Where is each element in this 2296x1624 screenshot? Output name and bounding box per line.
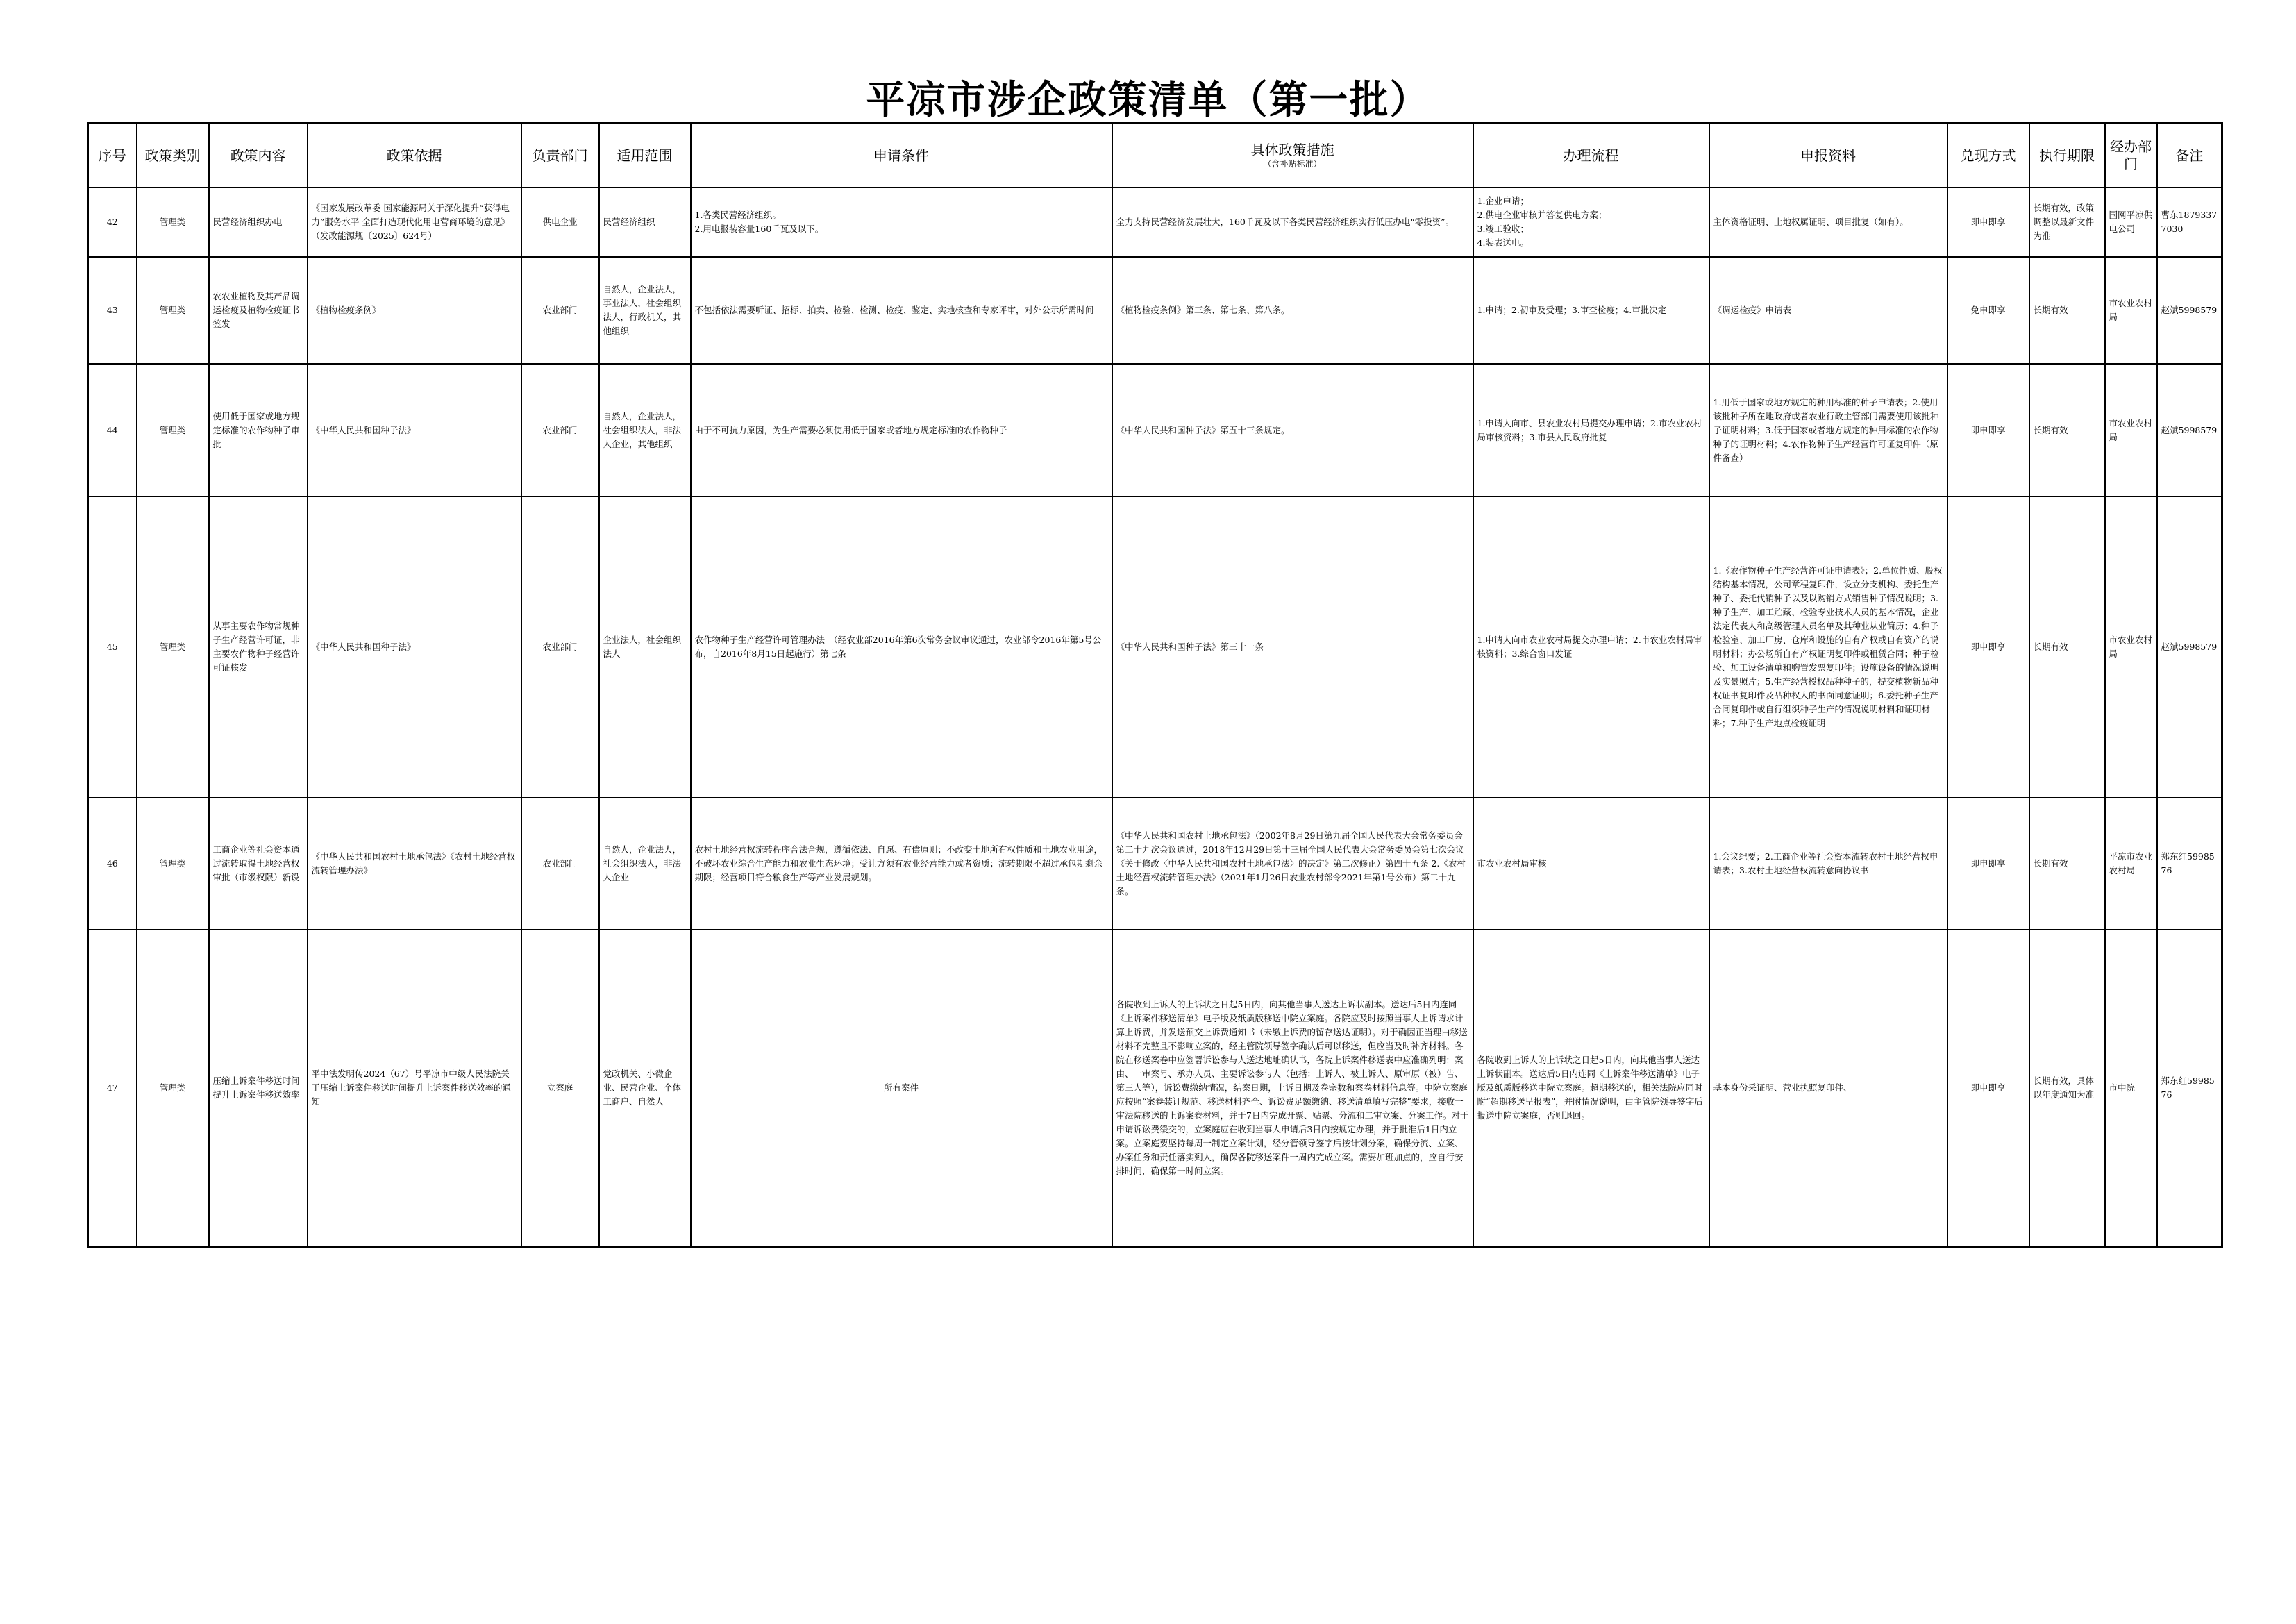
cell-basis: 《中华人民共和国农村土地承包法》《农村土地经营权流转管理办法》 (308, 798, 521, 930)
cell-process: 市农业农村局审核 (1473, 798, 1709, 930)
cell-remark: 赵斌5998579 (2157, 364, 2222, 496)
cell-handler: 平凉市农业农村局 (2105, 798, 2157, 930)
cell-category: 管理类 (137, 496, 209, 798)
cell-materials: 1.《农作物种子生产经营许可证申请表》；2.单位性质、股权结构基本情况，公司章程复印件，设立分支机构、委托生产种子、委托代销种子以及以购销方式销售种子情况说明；3.种子生产、加工贮藏、检验专业技术人员的基本情况，企业法定代表人和高级管理人员名单及其种业从业简历；4.种子检验室、加工厂房、仓库和设施的自有产权或自有资产的说明材料；办公场所自有产权证明复印件或租赁合同；种子检验、加工设备清单和购置发票复印件；设施设备的情况说明及实景照片；5.生产经营授权品种种子的，提交植物新品种权证书复印件及品种权人的书面同意证明；6.委托种子生产合同复印件或自行组织种子生产的情况说明材料和证明材料；7.种子生产地点检疫证明 (1709, 496, 1947, 798)
cell-measures: 《植物检疫条例》第三条、第七条、第八条。 (1112, 257, 1473, 364)
cell-materials: 1.会议纪要；2.工商企业等社会资本流转农村土地经营权申请表；3.农村土地经营权流转意向协议书 (1709, 798, 1947, 930)
cell-scope: 企业法人，社会组织法人 (599, 496, 691, 798)
cell-remark: 郑东红5998576 (2157, 930, 2222, 1246)
cell-basis: 《中华人民共和国种子法》 (308, 364, 521, 496)
cell-scope: 自然人，企业法人，社会组织法人，非法人企业 (599, 798, 691, 930)
header-materials: 申报资料 (1709, 124, 1947, 188)
cell-handler: 市农业农村局 (2105, 364, 2157, 496)
policy-table (87, 122, 2223, 1248)
cell-conditions: 农村土地经营权流转程序合法合规，遵循依法、自愿、有偿原则；不改变土地所有权性质和土地农业用途，不破坏农业综合生产能力和农业生态环境；受让方须有农业经营能力或者资质；流转期限不超过承包期剩余期限；经营项目符合粮食生产等产业发展规划。 (691, 798, 1112, 930)
cell-process: 各院收到上诉人的上诉状之日起5日内，向其他当事人送达上诉状副本。送达后5日内连同《上诉案件移送清单》电子版及纸质版移送中院立案庭。超期移送的，相关法院应同时附“超期移送呈报表”，并附情况说明，由主管院领导签字后报送中院立案庭，否则退回。 (1473, 930, 1709, 1246)
cell-remark: 郑东红5998576 (2157, 798, 2222, 930)
cell-content: 压缩上诉案件移送时间提升上诉案件移送效率 (209, 930, 308, 1246)
cell-process: 1.申请人向市农业农村局提交办理申请；2.市农业农村局审核资料；3.综合窗口发证 (1473, 496, 1709, 798)
cell-content: 使用低于国家或地方规定标准的农作物种子审批 (209, 364, 308, 496)
cell-conditions: 所有案件 (691, 930, 1112, 1246)
cell-measures: 《中华人民共和国种子法》第三十一条 (1112, 496, 1473, 798)
cell-period: 长期有效 (2029, 798, 2105, 930)
cell-scope: 自然人，企业法人，社会组织法人，非法人企业，其他组织 (599, 364, 691, 496)
table-row (88, 257, 2222, 364)
cell-period: 长期有效 (2029, 364, 2105, 496)
cell-handler: 市农业农村局 (2105, 257, 2157, 364)
cell-handler: 市农业农村局 (2105, 496, 2157, 798)
cell-dept: 立案庭 (521, 930, 599, 1246)
header-method: 兑现方式 (1947, 124, 2029, 188)
cell-seq: 47 (88, 930, 137, 1246)
header-measures-main: 具体政策措施 (1250, 142, 1334, 158)
cell-period: 长期有效，政策调整以最新文件为准 (2029, 187, 2105, 257)
header-content: 政策内容 (209, 124, 308, 188)
header-process: 办理流程 (1473, 124, 1709, 188)
cell-handler: 国网平凉供电公司 (2105, 187, 2157, 257)
cell-content: 工商企业等社会资本通过流转取得土地经营权审批（市级权限）新设 (209, 798, 308, 930)
cell-dept: 供电企业 (521, 187, 599, 257)
cell-remark: 赵斌5998579 (2157, 496, 2222, 798)
cell-category: 管理类 (137, 187, 209, 257)
cell-materials: 基本身份采证明、营业执照复印件、 (1709, 930, 1947, 1246)
cell-category: 管理类 (137, 798, 209, 930)
table-row (88, 496, 2222, 798)
cell-measures: 《中华人民共和国种子法》第五十三条规定。 (1112, 364, 1473, 496)
header-handler: 经办部门 (2105, 124, 2157, 188)
cell-measures: 各院收到上诉人的上诉状之日起5日内，向其他当事人送达上诉状副本。送达后5日内连同《上诉案件移送清单》电子版及纸质版移送中院立案庭。各院应及时按照当事人上诉请求计算上诉费，并发送预交上诉费通知书（未缴上诉费的留存送达证明）。对于确因正当理由移送材料不完整且不影响立案的，经主管院领导签字确认后可以移送，但应当及时补齐材料。各院在移送案卷中应签署诉讼参与人送达地址确认书，各院上诉案件移送表中应准确列明：案由、一审案号、承办人员、主要诉讼参与人（包括：上诉人、被上诉人、原审原（被）告、第三人等），诉讼费缴纳情况，结案日期，上诉日期及卷宗数和案卷材料信息等。中院立案庭应按照“案卷装订规范、移送材料齐全、诉讼费足额缴纳、移送清单填写完整”要求，接收一审法院移送的上诉案卷材料，并于7日内完成开票、贴票、分流和二审立案、分案工作。对于申请诉讼费缓交的，立案庭应在收到当事人申请后3日内按规定办理，并于批准后1日内立案。立案庭要坚持每周一制定立案计划，经分管领导签字后按计划分案，确保分流、立案、办案任务和责任落实到人，确保各院移送案件一周内完成立案。需要加班加点的，应自行安排时间，确保第一时间立案。 (1112, 930, 1473, 1246)
cell-conditions: 1.各类民营经济组织。 2.用电报装容量160千瓦及以下。 (691, 187, 1112, 257)
cell-dept: 农业部门 (521, 364, 599, 496)
cell-process: 1.申请人向市、县农业农村局提交办理申请；2.市农业农村局审核资料；3.市县人民政府批复 (1473, 364, 1709, 496)
cell-materials: 《调运检疫》申请表 (1709, 257, 1947, 364)
cell-category: 管理类 (137, 364, 209, 496)
cell-basis: 《植物检疫条例》 (308, 257, 521, 364)
cell-scope: 民营经济组织 (599, 187, 691, 257)
header-period: 执行期限 (2029, 124, 2105, 188)
header-category: 政策类别 (137, 124, 209, 188)
table-row (88, 187, 2222, 257)
cell-seq: 43 (88, 257, 137, 364)
cell-method: 即申即享 (1947, 187, 2029, 257)
cell-method: 即申即享 (1947, 930, 2029, 1246)
cell-seq: 44 (88, 364, 137, 496)
cell-process: 1.申请；2.初审及受理；3.审查检疫；4.审批决定 (1473, 257, 1709, 364)
cell-process: 1.企业申请； 2.供电企业审核并答复供电方案； 3.竣工验收； 4.装表送电。 (1473, 187, 1709, 257)
header-basis: 政策依据 (308, 124, 521, 188)
cell-seq: 45 (88, 496, 137, 798)
header-remark: 备注 (2157, 124, 2222, 188)
cell-method: 即申即享 (1947, 798, 2029, 930)
cell-category: 管理类 (137, 257, 209, 364)
cell-basis: 《中华人民共和国种子法》 (308, 496, 521, 798)
cell-remark: 赵斌5998579 (2157, 257, 2222, 364)
cell-materials: 主体资格证明、土地权属证明、项目批复（如有）。 (1709, 187, 1947, 257)
table-row (88, 930, 2222, 1246)
header-dept: 负责部门 (521, 124, 599, 188)
cell-conditions: 农作物种子生产经营许可管理办法 （经农业部2016年第6次常务会议审议通过，农业部令2016年第5号公布，自2016年8月15日起施行）第七条 (691, 496, 1112, 798)
table-header-row (88, 124, 2222, 188)
cell-dept: 农业部门 (521, 798, 599, 930)
header-scope: 适用范围 (599, 124, 691, 188)
cell-method: 即申即享 (1947, 496, 2029, 798)
cell-scope: 自然人，企业法人，事业法人，社会组织法人，行政机关，其他组织 (599, 257, 691, 364)
cell-content: 农农业植物及其产品调运检疫及植物检疫证书签发 (209, 257, 308, 364)
page-title: 平凉市涉企政策清单（第一批） (866, 77, 1430, 123)
cell-basis: 《国家发展改革委 国家能源局关于深化提升“获得电力”服务水平 全面打造现代化用电营商环境的意见》（发改能源规〔2025〕624号） (308, 187, 521, 257)
cell-category: 管理类 (137, 930, 209, 1246)
cell-handler: 市中院 (2105, 930, 2157, 1246)
cell-remark: 曹东18793377030 (2157, 187, 2222, 257)
cell-scope: 党政机关、小微企业、民营企业、个体工商户、自然人 (599, 930, 691, 1246)
table-row (88, 798, 2222, 930)
cell-content: 民营经济组织办电 (209, 187, 308, 257)
table-row (88, 364, 2222, 496)
header-seq: 序号 (88, 124, 137, 188)
cell-content: 从事主要农作物常规种子生产经营许可证，非主要农作物种子经营许可证核发 (209, 496, 308, 798)
cell-method: 免申即享 (1947, 257, 2029, 364)
cell-conditions: 由于不可抗力原因，为生产需要必须使用低于国家或者地方规定标准的农作物种子 (691, 364, 1112, 496)
header-measures-sub: （含补贴标准） (1263, 159, 1322, 169)
cell-period: 长期有效 (2029, 496, 2105, 798)
header-conditions: 申请条件 (691, 124, 1112, 188)
cell-seq: 42 (88, 187, 137, 257)
cell-period: 长期有效，具体以年度通知为准 (2029, 930, 2105, 1246)
cell-period: 长期有效 (2029, 257, 2105, 364)
cell-dept: 农业部门 (521, 257, 599, 364)
cell-seq: 46 (88, 798, 137, 930)
header-measures (1112, 124, 1473, 188)
cell-dept: 农业部门 (521, 496, 599, 798)
cell-basis: 平中法发明传2024（67）号平凉市中级人民法院关于压缩上诉案件移送时间提升上诉案件移送效率的通知 (308, 930, 521, 1246)
cell-measures: 全力支持民营经济发展壮大，160千瓦及以下各类民营经济组织实行低压办电“零投资”。 (1112, 187, 1473, 257)
cell-method: 即申即享 (1947, 364, 2029, 496)
cell-materials: 1.用低于国家或地方规定的种用标准的种子申请表；2.使用该批种子所在地政府或者农业行政主管部门需要使用该批种子证明材料；3.低于国家或者地方规定的种用标准的农作物种子的证明材料；4.农作物种子生产经营许可证复印件（原件备查） (1709, 364, 1947, 496)
cell-measures: 《中华人民共和国农村土地承包法》（2002年8月29日第九届全国人民代表大会常务委员会第二十九次会议通过，2018年12月29日第十三届全国人民代表大会常务委员会第七次会议《关于修改〈中华人民共和国农村土地承包法〉的决定》第二次修正）第四十五条 2.《农村土地经营权流转管理办法》（2021年1月26日农业农村部令2021年第1号公布）第二十九条。 (1112, 798, 1473, 930)
cell-conditions: 不包括依法需要听证、招标、拍卖、检验、检测、检疫、鉴定、实地核查和专家评审，对外公示所需时间 (691, 257, 1112, 364)
